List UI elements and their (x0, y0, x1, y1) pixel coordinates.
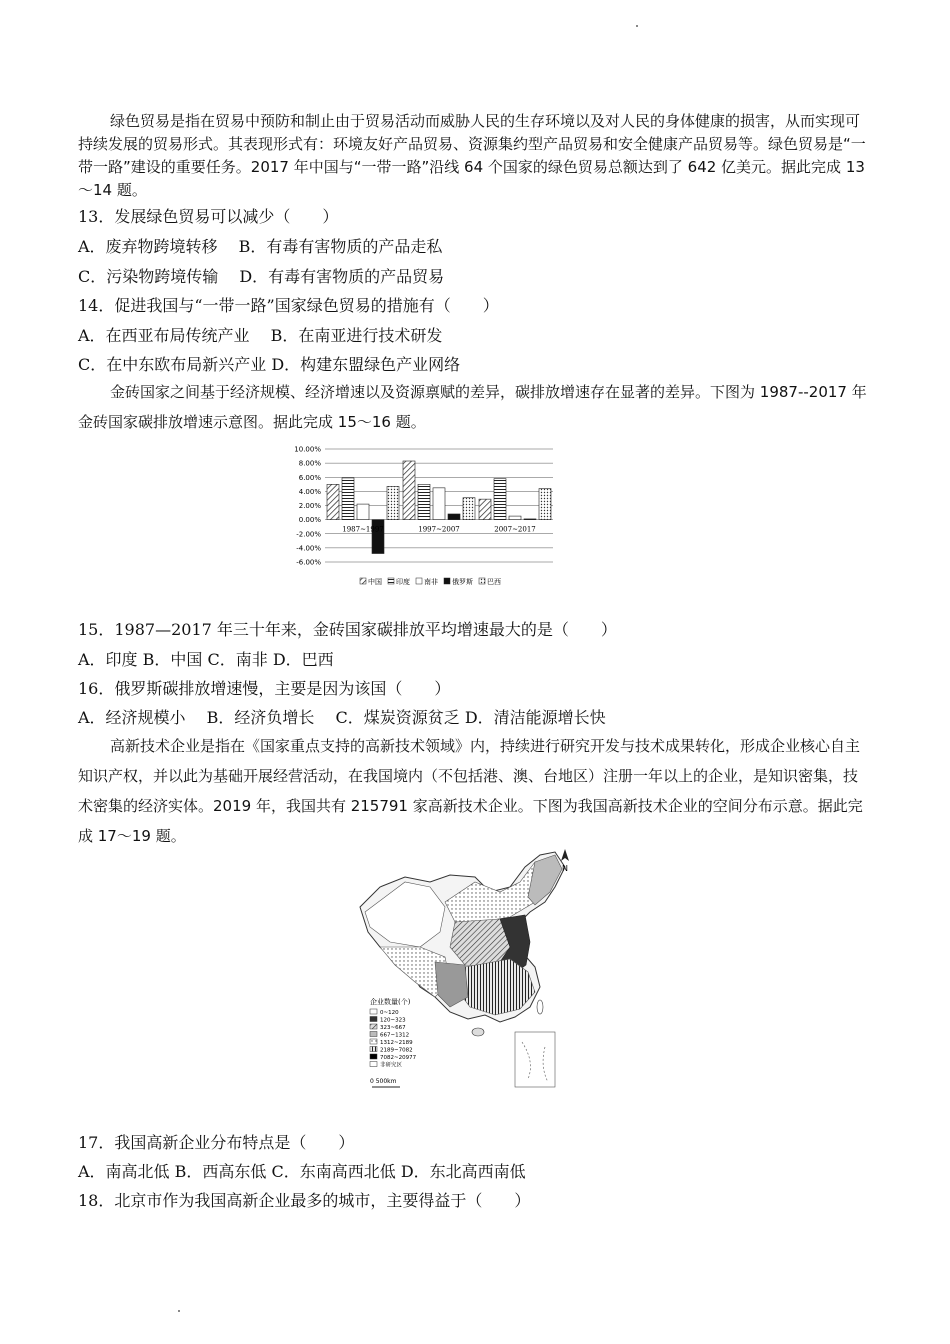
q16-options: A．经济规模小 B．经济负增长 C．煤炭资源贫乏 D．清洁能源增长快 (78, 708, 606, 727)
q14-options-ab: A．在西亚布局传统产业 B．在南亚进行技术研发 (78, 326, 443, 345)
q13-stem: 13．发展绿色贸易可以减少（ ） (78, 207, 339, 226)
brics-carbon-chart (285, 440, 555, 590)
legend-swatch (370, 1009, 377, 1014)
bar-巴西-0 (387, 486, 399, 519)
map-scale-bar (370, 1078, 400, 1087)
legend-label: 7082~20977 (380, 1055, 417, 1061)
legend-title: 企业数量(个) (370, 998, 411, 1006)
bar-中国-2 (479, 499, 491, 519)
bar-俄罗斯-2 (524, 519, 536, 520)
x-category-label: 2007~2017 (494, 525, 536, 534)
q15-options: A．印度 B．中国 C．南非 D．巴西 (78, 650, 334, 669)
legend-label: 印度 (396, 578, 410, 586)
y-tick-label: 8.00% (298, 459, 321, 468)
legend-swatch (370, 1039, 377, 1044)
y-tick-label: -4.00% (296, 544, 321, 553)
y-tick-label: -2.00% (296, 530, 321, 539)
q16-stem: 16．俄罗斯碳排放增速慢，主要是因为该国（ ） (78, 679, 451, 698)
q17-options: A．南高北低 B．西高东低 C．东南高西北低 D．东北高西南低 (78, 1162, 526, 1181)
bar-巴西-1 (463, 498, 475, 520)
legend-label: 俄罗斯 (452, 578, 473, 586)
bar-南非-1 (433, 488, 445, 520)
island-taiwan (537, 1000, 543, 1014)
north-label: N (562, 864, 568, 873)
y-tick-label: 6.00% (298, 473, 321, 482)
scan-speck (178, 1310, 180, 1312)
legend-swatch (370, 1062, 377, 1067)
q13-options-cd: C．污染物跨境传输 D．有毒有害物质的产品贸易 (78, 267, 445, 286)
bar-中国-1 (403, 461, 415, 520)
x-category-label: 1997~2007 (418, 525, 460, 534)
y-tick-label: 10.00% (294, 445, 321, 454)
legend-label: 非研究区 (380, 1062, 403, 1069)
island-hainan (472, 1028, 484, 1036)
south-china-sea-inset (515, 1032, 555, 1087)
q17-stem: 17．我国高新企业分布特点是（ ） (78, 1133, 355, 1152)
legend-label: 120~323 (380, 1017, 406, 1024)
legend-swatch (360, 578, 366, 584)
legend-label: 323~667 (380, 1025, 406, 1031)
q13-options-ab: A．废弃物跨境转移 B．有毒有害物质的产品走私 (78, 237, 443, 256)
bar-俄罗斯-1 (448, 514, 460, 520)
legend-label: 巴西 (487, 578, 501, 586)
y-tick-label: -6.00% (296, 558, 321, 567)
legend-swatch (444, 578, 450, 584)
legend-swatch (388, 578, 394, 584)
q15-stem: 15．1987—2017 年三十年来，金砖国家碳排放平均增速最大的是（ ） (78, 620, 617, 639)
legend-swatch (370, 1047, 377, 1052)
scale-label: 0 500km (370, 1078, 397, 1085)
legend-label: 2189~7082 (380, 1047, 413, 1054)
passage-hightech: 高新技术企业是指在《国家重点支持的高新技术领域》内，持续进行研究开发与技术成果转化，形成企业核心自主知识产权，并以此为基础开展经营活动，在我国境内（不包括港、澳、台地区）注册一年以上的企业，是知识密集，技术密集的经济实体。2019 年，我国共有 215791 家高新技术企业。下图为我国高新技术企业的空间分布示意。据此完成 17～19 题。 (78, 737, 863, 845)
map-legend (370, 997, 417, 1069)
legend-swatch (416, 578, 422, 584)
passage-green-trade: 绿色贸易是指在贸易中预防和制止由于贸易活动而威胁人民的生存环境以及对人民的身体健康的损害，从而实现可持续发展的贸易形式。其表现形式有：环境友好产品贸易、资源集约型产品贸易和安全健康产品贸易等。绿色贸易是“一带一路”建设的重要任务。2017 年中国与“一带一路”沿线 64 个国家的绿色贸易总额达到了 642 亿美元。据此完成 13～14 题。 (78, 112, 866, 199)
passage-brics: 金砖国家之间基于经济规模、经济增速以及资源禀赋的差异，碳排放增速存在显著的差异。下图为 1987--2017 年金砖国家碳排放增速示意图。据此完成 15～16 题。 (78, 383, 867, 431)
legend-label: 667~1312 (380, 1032, 410, 1039)
north-arrow-icon (561, 849, 569, 873)
legend-swatch (370, 1032, 377, 1037)
bar-南非-0 (357, 504, 369, 520)
bar-印度-0 (342, 478, 354, 520)
bar-印度-1 (418, 484, 430, 519)
legend-swatch (370, 1017, 377, 1022)
legend-label: 1312~2189 (380, 1040, 413, 1046)
legend-swatch (479, 578, 485, 584)
hightech-distribution-map (350, 847, 630, 1095)
bar-中国-0 (327, 484, 339, 519)
legend-swatch (370, 1054, 377, 1059)
q18-stem: 18．北京市作为我国高新企业最多的城市，主要得益于（ ） (78, 1191, 531, 1210)
y-tick-label: 0.00% (298, 516, 321, 525)
q14-stem: 14．促进我国与“一带一路”国家绿色贸易的措施有（ ） (78, 296, 499, 315)
legend-label: 0~120 (380, 1010, 399, 1016)
bar-巴西-2 (539, 489, 551, 520)
q14-options-cd: C．在中东欧布局新兴产业 D．构建东盟绿色产业网络 (78, 355, 461, 374)
y-tick-label: 4.00% (298, 487, 321, 496)
legend-swatch (370, 1024, 377, 1029)
x-category-label: 1987~1997 (342, 525, 384, 534)
scan-speck (636, 25, 638, 27)
bar-南非-2 (509, 516, 521, 520)
legend-label: 南非 (424, 578, 438, 586)
bar-印度-2 (494, 479, 506, 520)
legend-label: 中国 (368, 578, 382, 586)
y-tick-label: 2.00% (298, 502, 321, 510)
